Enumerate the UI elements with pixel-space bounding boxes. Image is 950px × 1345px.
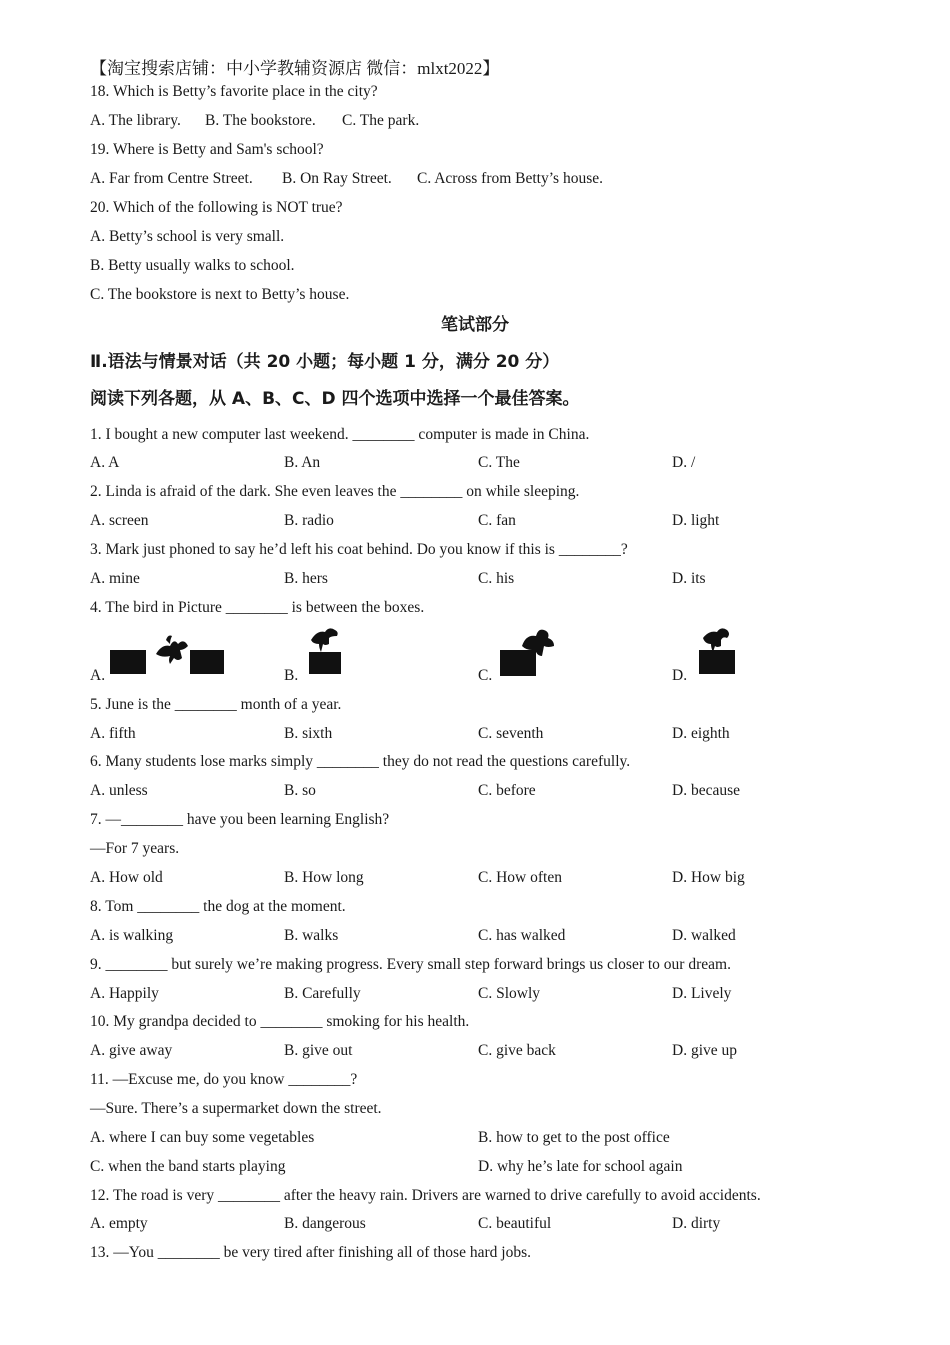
q6-option-c: C. before — [478, 782, 536, 799]
question-3: 3. Mark just phoned to say he’d left his coat behind. Do you know if this is ________? — [90, 541, 628, 558]
q3-option-b: B. hers — [284, 570, 328, 587]
q20-option-a: A. Betty’s school is very small. — [90, 228, 285, 245]
q4-option-b: B. — [284, 667, 299, 684]
q4-option-c: C. — [478, 667, 493, 684]
q8-option-c: C. has walked — [478, 927, 566, 944]
q12-option-d: D. dirty — [672, 1215, 721, 1232]
q18-option-b: B. The bookstore. — [205, 112, 316, 129]
question-8: 8. Tom ________ the dog at the moment. — [90, 898, 346, 915]
question-9: 9. ________ but surely we’re making progress. Every small step forward brings us closer to our dream. — [90, 956, 731, 973]
q7-option-b: B. How long — [284, 869, 364, 886]
page-header: 【淘宝搜索店铺：中小学教辅资源店 微信：mlxt2022】 — [90, 59, 500, 78]
q7-option-c: C. How often — [478, 869, 562, 886]
q10-option-a: A. give away — [90, 1042, 173, 1059]
q8-option-a: A. is walking — [90, 927, 174, 944]
question-18: 18. Which is Betty’s favorite place in the city? — [90, 83, 378, 100]
q2-option-d: D. light — [672, 512, 720, 529]
q6-option-b: B. so — [284, 782, 316, 799]
q8-option-b: B. walks — [284, 927, 339, 944]
picture-c-bird-behind-box — [498, 626, 556, 678]
q1-option-a: A. A — [90, 454, 120, 471]
question-1: 1. I bought a new computer last weekend. ________ computer is made in China. — [90, 426, 590, 443]
q9-option-c: C. Slowly — [478, 985, 541, 1002]
part-title: Ⅱ.语法与情景对话（共 20 小题；每小题 1 分，满分 20 分） — [90, 352, 560, 372]
q11-option-b: B. how to get to the post office — [478, 1129, 670, 1146]
q10-option-b: B. give out — [284, 1042, 353, 1059]
q2-option-a: A. screen — [90, 512, 149, 529]
instruction: 阅读下列各题，从 A、B、C、D 四个选项中选择一个最佳答案。 — [90, 389, 580, 409]
q20-option-b: B. Betty usually walks to school. — [90, 257, 295, 274]
question-11: 11. —Excuse me, do you know ________? — [90, 1071, 358, 1088]
q2-option-c: C. fan — [478, 512, 516, 529]
q3-option-a: A. mine — [90, 570, 140, 587]
q11-option-c: C. when the band starts playing — [90, 1158, 286, 1175]
q12-option-a: A. empty — [90, 1215, 148, 1232]
q19-option-a: A. Far from Centre Street. — [90, 170, 253, 187]
question-4: 4. The bird in Picture ________ is between the boxes. — [90, 599, 425, 616]
q9-option-b: B. Carefully — [284, 985, 361, 1002]
q20-option-c: C. The bookstore is next to Betty’s house. — [90, 286, 350, 303]
section-title: 笔试部分 — [441, 315, 509, 335]
q5-option-b: B. sixth — [284, 725, 333, 742]
q1-option-c: C. The — [478, 454, 520, 471]
q1-option-d: D. / — [672, 454, 696, 471]
q7-option-a: A. How old — [90, 869, 163, 886]
q7-option-d: D. How big — [672, 869, 745, 886]
q19-option-b: B. On Ray Street. — [282, 170, 392, 187]
question-10: 10. My grandpa decided to ________ smoking for his health. — [90, 1013, 470, 1030]
q11-option-a: A. where I can buy some vegetables — [90, 1129, 315, 1146]
picture-b-bird-on-box — [303, 626, 345, 676]
question-7: 7. —________ have you been learning English? — [90, 811, 390, 828]
question-5: 5. June is the ________ month of a year. — [90, 696, 342, 713]
q6-option-a: A. unless — [90, 782, 148, 799]
q9-option-d: D. Lively — [672, 985, 732, 1002]
q11-option-d: D. why he’s late for school again — [478, 1158, 683, 1175]
q18-option-c: C. The park. — [342, 112, 420, 129]
q6-option-d: D. because — [672, 782, 740, 799]
question-19: 19. Where is Betty and Sam's school? — [90, 141, 324, 158]
q10-option-c: C. give back — [478, 1042, 556, 1059]
q2-option-b: B. radio — [284, 512, 334, 529]
q18-option-a: A. The library. — [90, 112, 181, 129]
question-11-reply: —Sure. There’s a supermarket down the street. — [90, 1100, 382, 1117]
q10-option-d: D. give up — [672, 1042, 738, 1059]
q19-option-c: C. Across from Betty’s house. — [417, 170, 603, 187]
q5-option-d: D. eighth — [672, 725, 730, 742]
question-20: 20. Which of the following is NOT true? — [90, 199, 343, 216]
question-2: 2. Linda is afraid of the dark. She even leaves the ________ on while sleeping. — [90, 483, 580, 500]
question-7-reply: —For 7 years. — [90, 840, 180, 857]
question-13: 13. —You ________ be very tired after finishing all of those hard jobs. — [90, 1244, 531, 1261]
q12-option-c: C. beautiful — [478, 1215, 552, 1232]
picture-a-bird-between-boxes — [108, 630, 226, 676]
q3-option-c: C. his — [478, 570, 515, 587]
q8-option-d: D. walked — [672, 927, 736, 944]
question-12: 12. The road is very ________ after the heavy rain. Drivers are warned to drive carefully to avoid accidents. — [90, 1187, 761, 1204]
picture-d-bird-on-box — [695, 626, 739, 676]
q4-option-d: D. — [672, 667, 688, 684]
q4-option-a: A. — [90, 667, 106, 684]
question-6: 6. Many students lose marks simply ________ they do not read the questions carefully. — [90, 753, 631, 770]
q1-option-b: B. An — [284, 454, 321, 471]
q5-option-c: C. seventh — [478, 725, 544, 742]
q9-option-a: A. Happily — [90, 985, 159, 1002]
q5-option-a: A. fifth — [90, 725, 136, 742]
q12-option-b: B. dangerous — [284, 1215, 366, 1232]
q3-option-d: D. its — [672, 570, 706, 587]
